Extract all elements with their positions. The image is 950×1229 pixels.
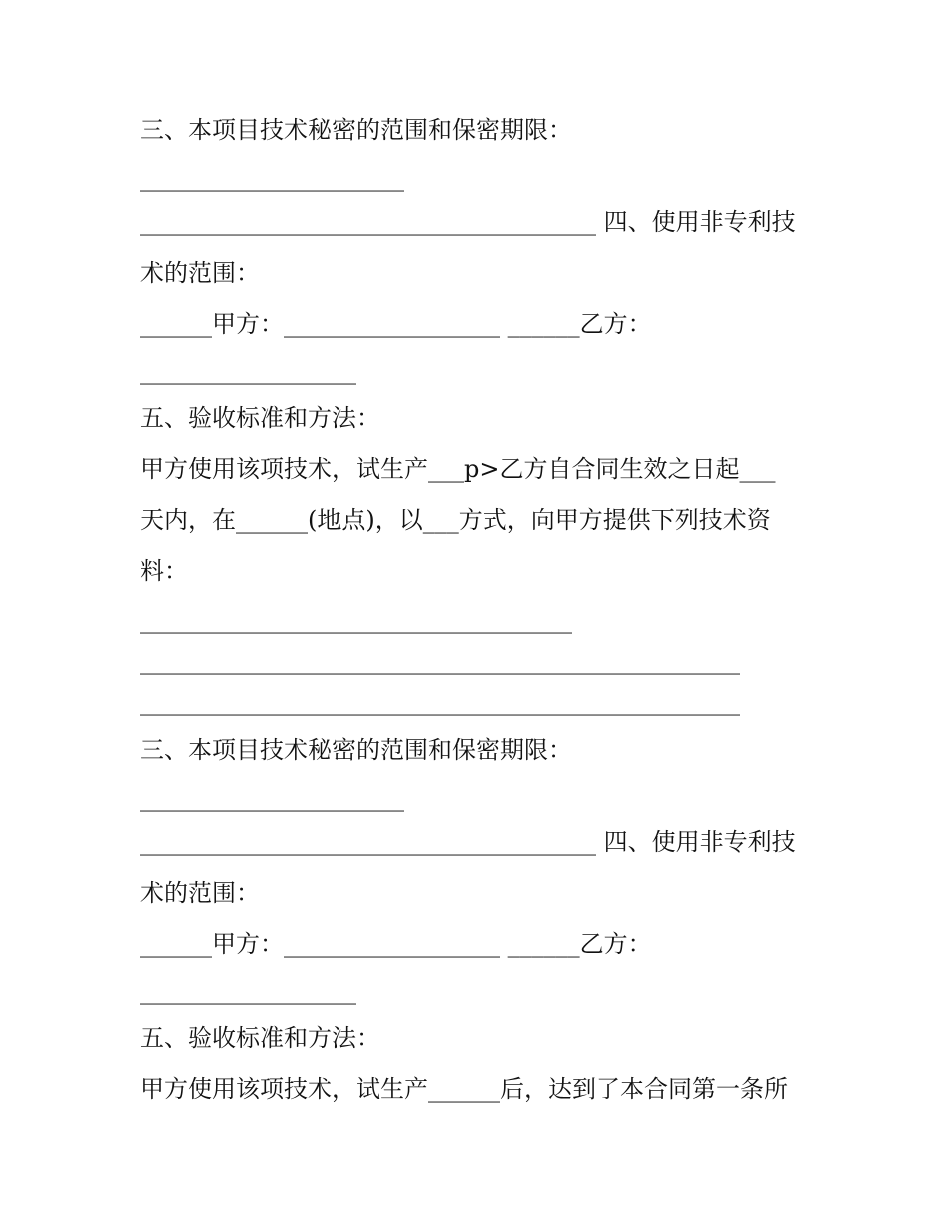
- body-line: 甲方使用该项技术，试生产___p>乙方自合同生效之日起___: [140, 455, 776, 483]
- body-line: ______甲方：__________________ ______乙方：: [140, 310, 652, 338]
- section-heading: 五、验收标准和方法：: [140, 1024, 380, 1052]
- blank-line: __________________________________________________: [140, 647, 740, 675]
- blank-line: __________________: [140, 977, 356, 1005]
- section-heading: 三、本项目技术秘密的范围和保密期限：: [140, 116, 572, 144]
- body-line: ______________________________________ 四、使用非专利技: [140, 828, 796, 856]
- body-line: 甲方使用该项技术，试生产______后，达到了本合同第一条所: [140, 1075, 788, 1103]
- body-line: ______________________________________ 四、使用非专利技: [140, 208, 796, 236]
- blank-line: ____________________________________: [140, 606, 572, 634]
- body-line: 天内，在______(地点)，以___方式，向甲方提供下列技术资: [140, 506, 771, 534]
- body-line: 料：: [140, 557, 188, 585]
- body-line: ______甲方：__________________ ______乙方：: [140, 930, 652, 958]
- blank-line: __________________: [140, 357, 356, 385]
- section-heading: 五、验收标准和方法：: [140, 404, 380, 432]
- blank-line: ______________________: [140, 164, 404, 192]
- body-line: 术的范围：: [140, 879, 260, 907]
- blank-line: ______________________: [140, 784, 404, 812]
- body-line: 术的范围：: [140, 259, 260, 287]
- section-heading: 三、本项目技术秘密的范围和保密期限：: [140, 736, 572, 764]
- blank-line: __________________________________________________: [140, 688, 740, 716]
